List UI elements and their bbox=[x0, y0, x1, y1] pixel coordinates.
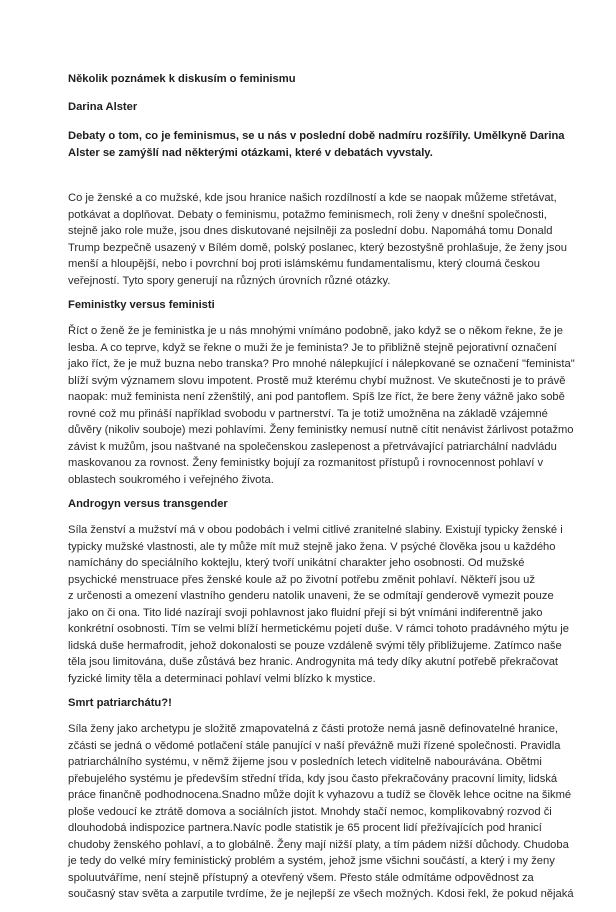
section-heading: Smrt patriarchátu?! bbox=[68, 697, 172, 709]
section-heading: Androgyn versus transgender bbox=[68, 498, 228, 510]
paragraph-line: těla jsou limitována, duše zůstává bez hranic. Androgynita má tedy díky akutní potřebě překračovat bbox=[68, 656, 559, 668]
paragraph-line: maskovanou za rovnost. Ženy feministky bojují za rozmanitost přístupů i rovnocennost pohlaví v bbox=[68, 457, 544, 469]
section-androgyn bbox=[68, 497, 568, 687]
section-paragraph bbox=[68, 721, 574, 903]
paragraph-line: práce finančně podhodnocena.Snadno může dojít k vyhazovu a tudíž se člověk lehce ocitne na šikmé bbox=[68, 789, 572, 801]
paragraph-line: naopak: muž feminista není zženštilý, ani pod pantoflem. Spíš lze říct, že bere ženy vážně jako sobě bbox=[68, 391, 565, 403]
paragraph-line: stejně jako role muže, jsou dnes diskutované nejsilněji za poslední dobu. Napomáhá tomu Donald bbox=[68, 225, 553, 237]
section-heading: Feministky versus feministi bbox=[68, 299, 215, 311]
paragraph-line: menší a hloupější, nebo i povrchní boj proti islámskému fundamentalismu, který cloumá českou bbox=[68, 258, 540, 270]
lead-line: Alster se zamýšlí nad některými otázkami, které v debatách vyvstaly. bbox=[68, 146, 433, 159]
paragraph-line: blíží svým významem slovu impotent. Prostě muž kterému chybí mužnost. Ve skutečnosti je to právě bbox=[68, 374, 566, 387]
paragraph-line: lidská duše hermafrodit, jehož dokonalosti se pouze vzdáleně svými těly přibližujeme. Zatímco naše bbox=[68, 639, 562, 652]
paragraph-line: důvěry (nikoliv souboje) mezi pohlavími. Ženy feministky nemusí nutně cítit nenávist žárlivost potažmo bbox=[68, 424, 574, 436]
paragraph-line: přebujelého systému je především střední třída, kdy jsou často překračovány pracovní limity, lidská bbox=[68, 772, 558, 785]
paragraph-line: fyzické limity těla a determinaci pohlaví velmi blízko k mystice. bbox=[68, 672, 376, 685]
paragraph-line: chudoby ženského pohlaví, a to globálně. Ženy mají nižší platy, a tím pádem nižší důchody. Chudoba bbox=[68, 838, 569, 851]
paragraph-line: rovné což mu přináší například svobodu v partnerství. Ta je totiž umožněna na základě vzájemné bbox=[68, 407, 548, 420]
section-patriarchat bbox=[68, 696, 574, 903]
paragraph-line: z určenosti a omezení vlastního genderu natolik unaveni, že se odmítají genderově vymezit pouze bbox=[68, 590, 554, 602]
document-author: Darina Alster bbox=[68, 101, 138, 113]
lead-line: Debaty o tom, co je feminismus, se u nás v poslední době nadmíru rozšířily. Umělkyně Darina bbox=[68, 130, 565, 142]
paragraph-line: lesba. A co teprve, když se řekne o muži že je feminista? Je to přibližně stejně pejorativní označení bbox=[68, 341, 557, 354]
paragraph-line: ploše vedoucí ke ztrátě domova a sociálních jistot. Mnohdy stačí nemoc, komplikovabný rozvod či bbox=[68, 805, 552, 818]
paragraph-line: patriarchálního systému, v němž žijeme jsou v posledních letech viditelně nabourávána. Obětmi bbox=[68, 756, 542, 768]
document-title: Několik poznámek k diskusím o feminismu bbox=[68, 73, 296, 85]
lead-paragraph bbox=[68, 128, 568, 161]
paragraph-line: typicky mužské vlastnosti, ale ty může mít muž stejně jako žena. V psýché člověka jsou u každého bbox=[68, 540, 556, 553]
section-paragraph bbox=[68, 522, 568, 687]
paragraph-line: potkávat a doplňovat. Debaty o feminismu, potažmo feminismech, roli ženy v dnešní společnosti, bbox=[68, 208, 547, 221]
paragraph-line: závist k mužům, jsou naštvané na společenskou zaslepenost a přetrvávající patriarchální nadvládu bbox=[68, 440, 557, 453]
paragraph-line: veřejností. Tyto spory generují na různých úrovních různé otázky. bbox=[68, 274, 391, 287]
section-feministky bbox=[68, 298, 575, 488]
paragraph-line: spoluutváříme, není stejně přístupný a otevřený všem. Přesto stále odmítáme odpovědnost za bbox=[68, 871, 534, 884]
paragraph-line: konkrétní osobnosti. Tím se velmi blíží hermetickému pojetí duše. V rámci tohoto pradávného mýtu je bbox=[68, 623, 569, 635]
section-paragraph bbox=[68, 323, 575, 488]
paragraph-line: dlouhodobá indispozice partnera.Navíc podle statistik je 65 procent lidí přežívajících pod hranicí bbox=[68, 822, 542, 834]
paragraph-line: současný stav světa a zarputile tvrdíme, že je nejlepší ze všech možných. Kdosi řekl, že pokud nějaká bbox=[68, 888, 574, 900]
paragraph-line: psychické menstruace přes ženské koule až po životní potřebu změnit pohlaví. Někteří jsou už bbox=[68, 573, 536, 586]
paragraph-line: jako on či ona. Tito lidé nazírají svoji pohlavnost jako fluidní přejí si být vnímáni indiferentně jako bbox=[68, 606, 543, 619]
paragraph-line: Síla ženství a mužství má v obou podobách i velmi citlivé zranitelné slabiny. Existují typicky ženské i bbox=[68, 524, 563, 536]
paragraph-line: Síla ženy jako archetypu je složitě zmapovatelná z části protože nemá jasně definovatelné hranice, bbox=[68, 723, 559, 735]
paragraph-line: je tedy do velké míry feministický problém a systém, jehož jsme všichni součástí, a který i my ženy bbox=[68, 855, 555, 867]
paragraph-line: oblastech soukromého i veřejného života. bbox=[68, 473, 274, 486]
paragraph-line: Říct o ženě že je feministka je u nás mnohými vnímáno podobně, jako když se o někom řekne, že je bbox=[68, 325, 563, 337]
document-page bbox=[68, 72, 575, 912]
paragraph-line: jako říct, že je muž buzna nebo transka? Pro mnohé nálepkující i nálepkované se označení "feminista" bbox=[68, 358, 575, 370]
paragraph-line: namíchány do speciálního koktejlu, který tvoří unikátní charakter jeho osobnosti. Od mužské bbox=[68, 557, 525, 569]
paragraph-line: Trump bezpečně usazený v Bílém domě, polský poslanec, který bezostyšně prohlašuje, že ženy jsou bbox=[68, 241, 567, 254]
paragraph-line: Co je ženské a co mužské, kde jsou hranice našich rozdílností a kde se naopak můžeme střetávat, bbox=[68, 192, 557, 204]
paragraph-line: zčásti se jedná o vědomé potlačení stále panující v naší převážně muži řízené společnosti. Pravidla bbox=[68, 739, 561, 752]
intro-paragraph bbox=[68, 190, 568, 289]
